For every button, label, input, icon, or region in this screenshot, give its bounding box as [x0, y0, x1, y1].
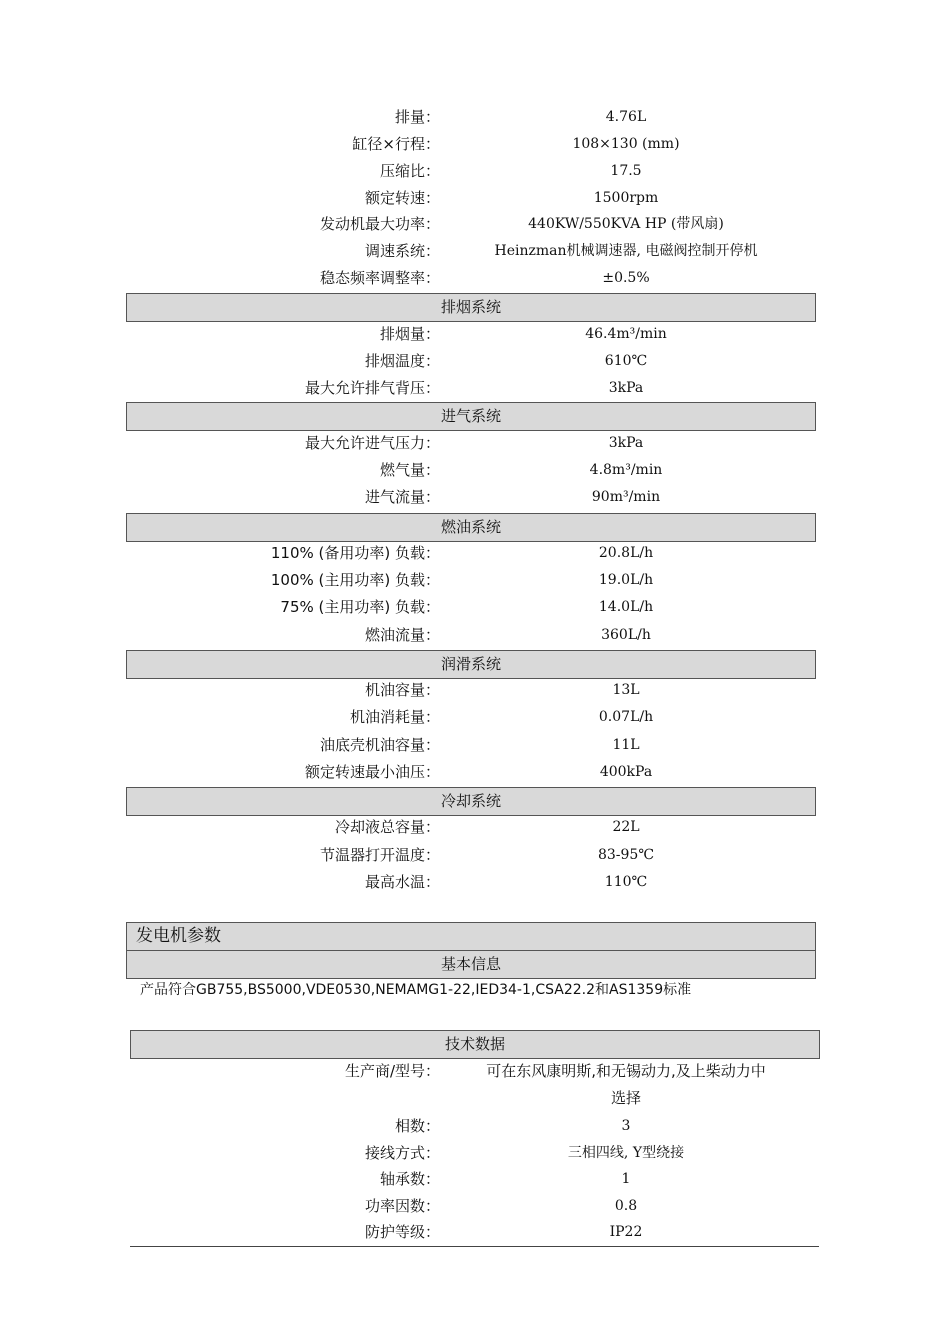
- spec-value: 13L: [612, 682, 640, 698]
- spec-value: 4.76L: [605, 109, 647, 125]
- spec-row: [126, 211, 816, 238]
- spec-value: 三相四线, Y型绕接: [567, 1145, 685, 1161]
- spec-value: IP22: [609, 1224, 643, 1240]
- spec-value: 22L: [612, 819, 640, 835]
- spec-value: 1: [621, 1171, 631, 1187]
- spec-row: [126, 677, 816, 704]
- spec-label: 100% (主用功率) 负载：: [270, 571, 440, 589]
- section-header-intake: 进气系统: [126, 402, 816, 431]
- spec-row: [126, 814, 816, 841]
- spec-label: 进气流量：: [364, 488, 440, 506]
- spec-label: 机油消耗量：: [349, 708, 440, 726]
- spec-label: 75% (主用功率) 负载：: [280, 598, 440, 616]
- spec-label: 发动机最大功率：: [319, 215, 440, 233]
- spec-value: 3kPa: [608, 380, 644, 396]
- spec-value: 17.5: [610, 163, 642, 179]
- spec-label: 功率因数：: [364, 1197, 440, 1215]
- spec-value: 360L/h: [601, 627, 651, 643]
- spec-label: 最大允许排气背压：: [304, 379, 440, 397]
- spec-row: [126, 1193, 816, 1220]
- spec-value: 440KW/550KVA HP (带风扇): [528, 216, 724, 232]
- section-header-tech-data: 技术数据: [130, 1030, 820, 1059]
- spec-row: [126, 540, 816, 567]
- section-header-exhaust: 排烟系统: [126, 293, 816, 322]
- section-header-cooling: 冷却系统: [126, 787, 816, 816]
- spec-row: [126, 1113, 816, 1140]
- spec-label: 轴承数：: [379, 1170, 440, 1188]
- spec-label: 排烟量：: [379, 325, 440, 343]
- spec-value: 11L: [612, 737, 640, 753]
- spec-value: 110℃: [604, 874, 648, 890]
- spec-row: [126, 131, 816, 158]
- spec-row: [126, 238, 816, 265]
- spec-value: Heinzman机械调速器, 电磁阀控制开停机: [494, 243, 758, 259]
- spec-row: [126, 321, 816, 348]
- spec-label: 相数：: [394, 1117, 440, 1135]
- section-header-basic-info: 基本信息: [126, 950, 816, 979]
- spec-label: 排烟温度：: [364, 352, 440, 370]
- spec-value: 20.8L/h: [598, 545, 654, 561]
- bottom-divider: [130, 1246, 819, 1247]
- spec-value: 14.0L/h: [598, 599, 654, 615]
- spec-label: 燃油流量：: [364, 626, 440, 644]
- spec-label: 稳态频率调整率：: [319, 269, 440, 287]
- section-header-fuel: 燃油系统: [126, 513, 816, 542]
- spec-value: 46.4m³/min: [585, 326, 667, 342]
- spec-label: 油底壳机油容量：: [319, 736, 440, 754]
- spec-value: ±0.5%: [602, 270, 650, 286]
- spec-label: 缸径×行程：: [352, 135, 440, 153]
- spec-label: 生产商/型号：: [344, 1062, 440, 1080]
- spec-row: [126, 430, 816, 457]
- spec-label: 机油容量：: [364, 681, 440, 699]
- spec-label: 额定转速：: [364, 189, 440, 207]
- generator-section-title: 发电机参数: [126, 922, 816, 951]
- spec-label: 最大允许进气压力：: [304, 434, 440, 452]
- spec-row: [126, 732, 816, 759]
- spec-value: 可在东风康明斯,和无锡动力,及上柴动力中: [486, 1062, 766, 1080]
- spec-label: 调速系统：: [364, 242, 440, 260]
- spec-label: 接线方式：: [364, 1144, 440, 1162]
- spec-row: [126, 265, 816, 292]
- spec-value: 0.07L/h: [598, 709, 654, 725]
- spec-label: 节温器打开温度：: [319, 846, 440, 864]
- spec-label: 110% (备用功率) 负载：: [270, 544, 440, 562]
- spec-label: 排量：: [394, 108, 440, 126]
- spec-row: [126, 484, 816, 511]
- spec-value: 400kPa: [599, 764, 653, 780]
- spec-row: [126, 759, 816, 786]
- spec-row: [126, 1166, 816, 1193]
- spec-value: 19.0L/h: [598, 572, 654, 588]
- spec-value: 0.8: [614, 1198, 638, 1214]
- spec-value: 3kPa: [608, 435, 644, 451]
- spec-row: [126, 622, 816, 649]
- spec-row: [126, 158, 816, 185]
- spec-value: 4.8m³/min: [589, 462, 663, 478]
- spec-row: [126, 594, 816, 621]
- spec-row: [126, 104, 816, 131]
- spec-row: [126, 348, 816, 375]
- spec-row-manufacturer: [126, 1058, 816, 1085]
- spec-row: [126, 1219, 816, 1246]
- spec-label: 冷却液总容量：: [334, 818, 440, 836]
- spec-value: 610℃: [604, 353, 648, 369]
- spec-value: 1500rpm: [593, 190, 659, 206]
- spec-label: 燃气量：: [379, 461, 440, 479]
- spec-value: 83-95℃: [597, 847, 655, 863]
- spec-value-continued: 选择: [610, 1089, 641, 1107]
- spec-row: [126, 567, 816, 594]
- spec-value: 108×130 (mm): [572, 136, 680, 152]
- spec-row: [126, 869, 816, 896]
- spec-row: [126, 1140, 816, 1167]
- section-header-lubrication: 润滑系统: [126, 650, 816, 679]
- spec-row: [126, 375, 816, 402]
- spec-label: 最高水温：: [364, 873, 440, 891]
- spec-row: [126, 185, 816, 212]
- spec-label: 额定转速最小油压：: [304, 763, 440, 781]
- standards-note: 产品符合GB755,BS5000,VDE0530,NEMAMG1-22,IED34-1,CSA22.2和AS1359标准: [140, 982, 692, 998]
- spec-value: 90m³/min: [591, 489, 661, 505]
- spec-row: [126, 704, 816, 731]
- spec-row-manufacturer-cont: [126, 1085, 816, 1112]
- spec-label: 压缩比：: [379, 162, 440, 180]
- spec-value: 3: [621, 1118, 631, 1134]
- spec-row: [126, 457, 816, 484]
- spec-label: 防护等级：: [364, 1223, 440, 1241]
- spec-row: [126, 842, 816, 869]
